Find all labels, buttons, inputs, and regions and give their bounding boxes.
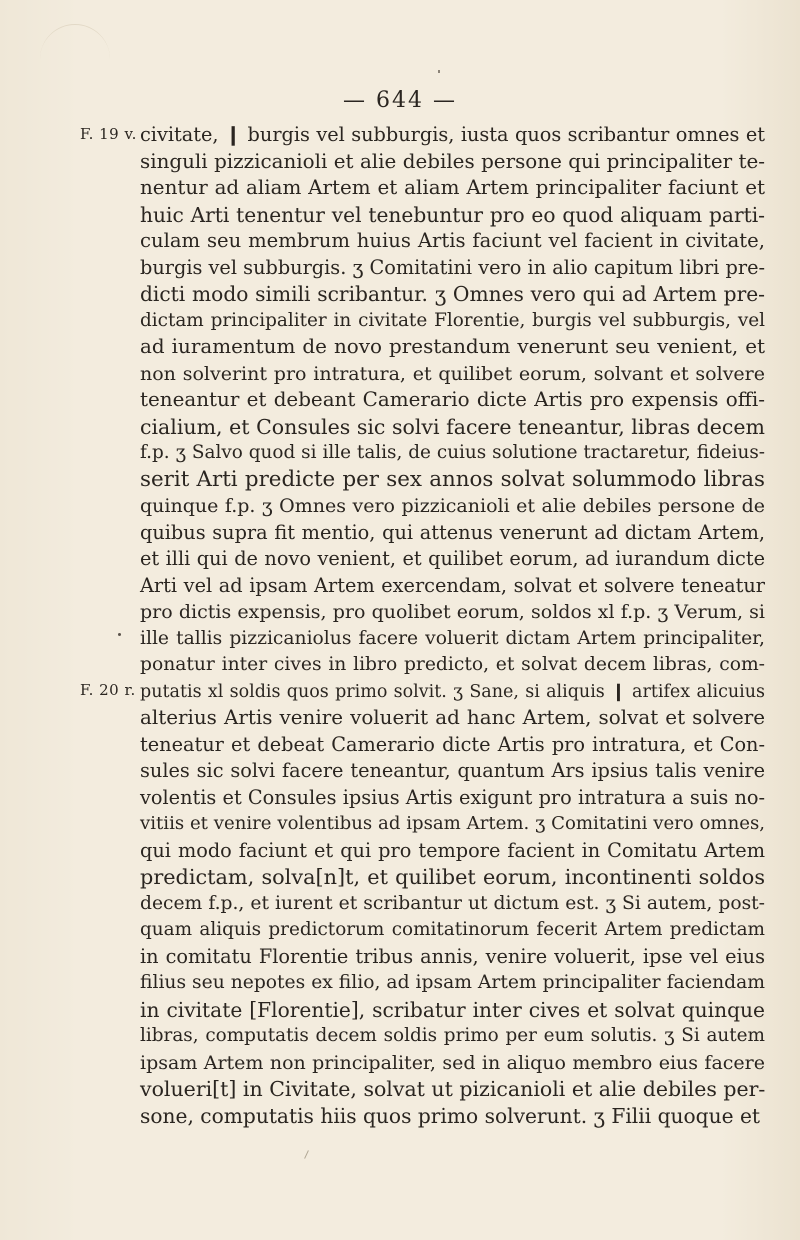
text-line: alterius Artis venire voluerit ad hanc Artem, solvat et solvere	[140, 706, 765, 729]
text-line: serit Arti predicte per sex annos solvat solummodo libras	[140, 466, 765, 492]
margin-dot	[118, 633, 121, 636]
text-line: cialium, et Consules sic solvi facere teneantur, libras decem	[140, 414, 765, 439]
text-line: quibus supra fit mentio, qui attenus venerunt ad dictam Artem,	[140, 520, 765, 544]
text-line: civitate, ❙ burgis vel subburgis, iusta quos scribantur omnes et	[140, 123, 765, 146]
margin-note-folio-19v: F. 19 v.	[80, 125, 137, 143]
text-line: in civitate [Florentie], scribatur inter cives et solvat quinque	[140, 997, 765, 1022]
text-line: burgis vel subburgis. ʒ Comitatini vero in alio capitum libri pre-	[140, 255, 765, 279]
text-line: volentis et Consules ipsius Artis exigunt pro intratura a suis no-	[140, 785, 765, 809]
text-line: ille tallis pizzicaniolus facere voluerit dictam Artem principaliter,	[140, 627, 765, 649]
text-line: volueri[t] in Civitate, solvat ut pizicanioli et alie debiles per-	[140, 1077, 766, 1101]
text-line: non solverint pro intratura, et quilibet eorum, solvant et solvere	[140, 362, 765, 385]
text-line: ad iuramentum de novo prestandum venerunt seu venient, et	[140, 335, 765, 358]
text-line: teneantur et debeant Camerario dicte Artis pro expensis offi-	[140, 388, 765, 411]
text-line: libras, computatis decem soldis primo per eum solutis. ʒ Si autem	[140, 1025, 765, 1046]
text-line: et illi qui de novo venient, et quilibet eorum, ad iurandum dicte	[140, 547, 765, 570]
text-line: teneatur et debeat Camerario dicte Artis pro intratura, et Con-	[140, 732, 765, 756]
margin-note-folio-20r: F. 20 r.	[80, 681, 136, 699]
text-line: singuli pizzicanioli et alie debiles persone qui principaliter te-	[140, 149, 765, 173]
text-line: predictam, solva[n]t, et quilibet eorum, incontinenti soldos	[140, 865, 765, 889]
text-line: pro dictis expensis, pro quolibet eorum, soldos xl f.p. ʒ Verum, si	[140, 601, 765, 623]
text-line: nentur ad aliam Artem et aliam Artem principaliter faciunt et	[140, 176, 765, 199]
text-line: ponatur inter cives in libro predicto, et solvat decem libras, com-	[140, 654, 765, 675]
text-line: dicti modo simili scribantur. ʒ Omnes vero qui ad Artem pre-	[140, 282, 765, 306]
text-line: decem f.p., et iurent et scribantur ut dictum est. ʒ Si autem, post-	[140, 892, 765, 914]
text-line: sone, computatis hiis quos primo solverunt. ʒ Filii quoque et	[140, 1103, 761, 1128]
text-line: culam seu membrum huius Artis faciunt vel facient in civitate,	[140, 229, 765, 252]
text-line: in comitatu Florentie tribus annis, venire voluerit, ipse vel eius	[140, 944, 765, 968]
text-line: putatis xl soldis quos primo solvit. ʒ Sane, si aliquis ❙ artifex alicuius	[140, 681, 765, 702]
page-number: — 644 —	[343, 88, 457, 113]
text-line: vitiis et venire volentibus ad ipsam Artem. ʒ Comitatini vero omnes,	[140, 813, 765, 834]
text-line: qui modo faciunt et qui pro tempore facient in Comitatu Artem	[140, 838, 765, 862]
paper-stain	[40, 24, 110, 61]
text-line: huic Arti tenentur vel tenebuntur pro eo quod aliquam parti-	[140, 202, 765, 227]
text-line: ipsam Artem non principaliter, sed in aliquo membro eius facere	[140, 1051, 765, 1074]
pencil-mark	[304, 1150, 309, 1159]
ink-mark	[438, 70, 440, 73]
text-line: dictam principaliter in civitate Florentie, burgis vel subburgis, vel	[140, 309, 765, 331]
body-text	[140, 122, 765, 1129]
text-line: filius seu nepotes ex filio, ad ipsam Artem principaliter faciendam	[140, 972, 765, 993]
text-line: quam aliquis predictorum comitatinorum fecerit Artem predictam	[140, 919, 765, 940]
text-line: f.p. ʒ Salvo quod si ille talis, de cuius solutione tractaretur, fideius-	[140, 442, 765, 463]
text-line: quinque f.p. ʒ Omnes vero pizzicanioli et alie debiles persone de	[140, 495, 765, 517]
text-line: Arti vel ad ipsam Artem exercendam, solvat et solvere teneatur	[140, 573, 765, 597]
text-line: sules sic solvi facere teneantur, quantum Ars ipsius talis venire	[140, 759, 765, 782]
